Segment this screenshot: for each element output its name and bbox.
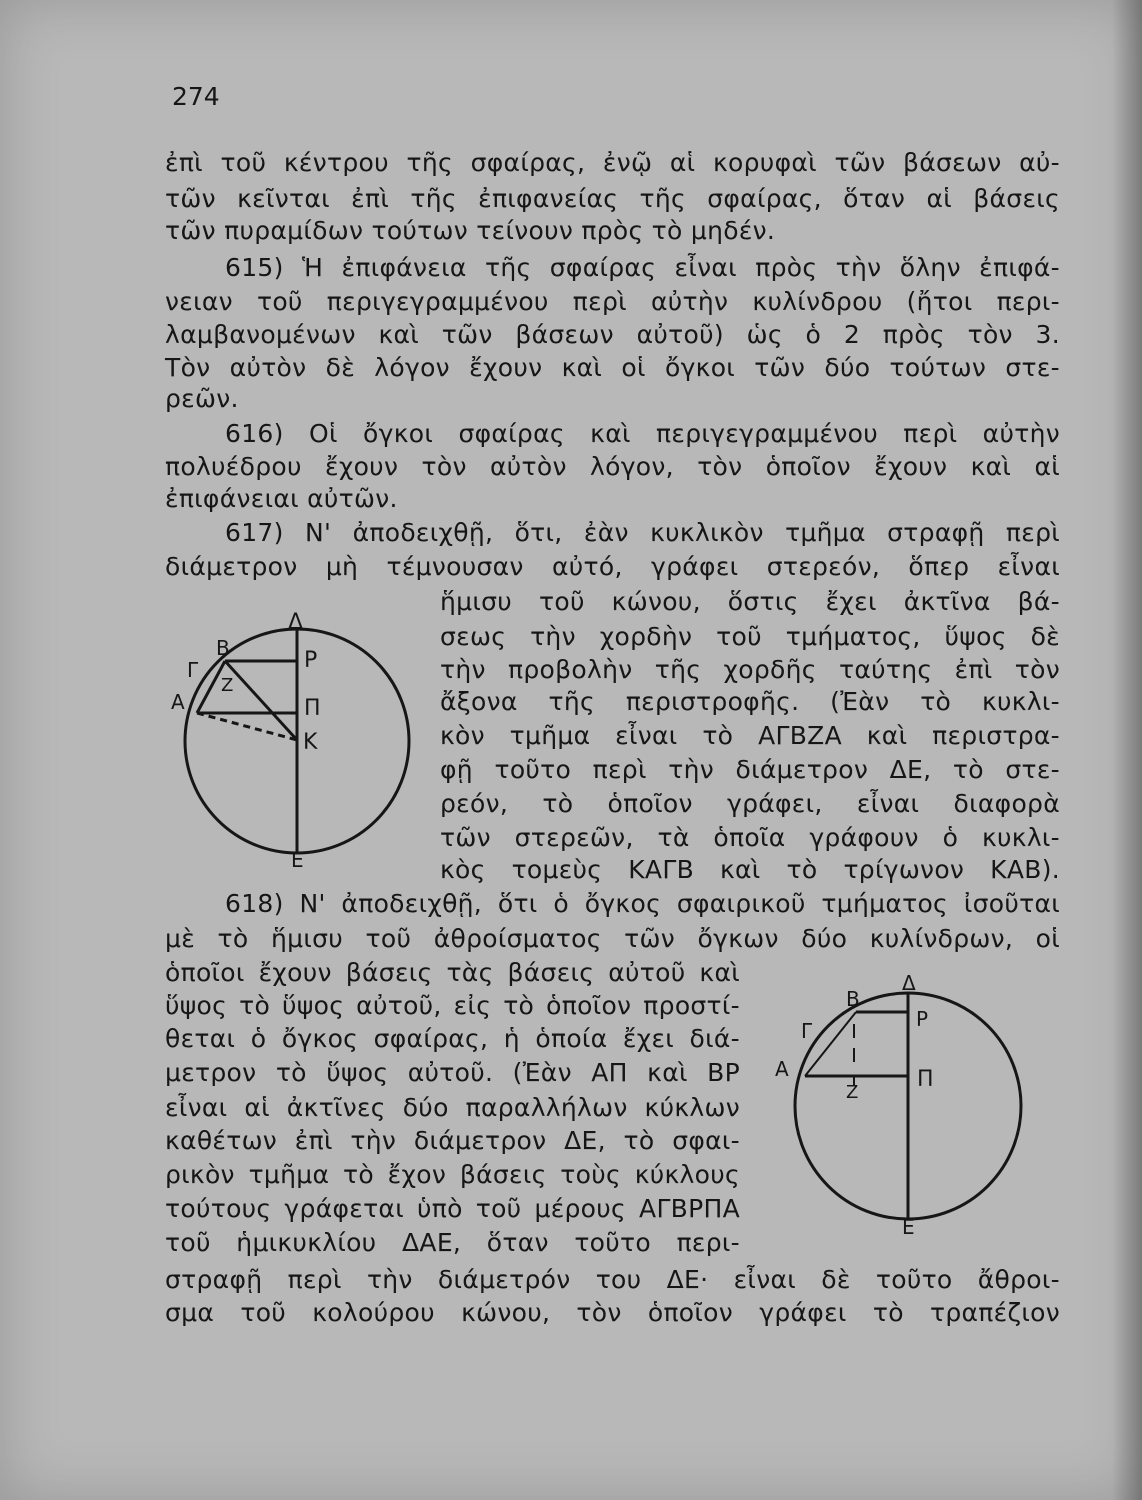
label-Z: Ζ bbox=[846, 1082, 859, 1103]
label-A: Α bbox=[171, 690, 185, 714]
text-line: τῶν πυραμίδων τούτων τείνουν πρὸς τὸ μηδέν. bbox=[165, 216, 776, 245]
text-line: σεως τὴν χορδὴν τοῦ τμήματος, ὕψος δὲ bbox=[440, 622, 1060, 651]
page-edge-shadow bbox=[1112, 0, 1142, 1500]
figure-617 bbox=[160, 605, 430, 875]
label-K: Κ bbox=[303, 730, 318, 755]
text-line: νειαν τοῦ περιγεγραμμένου περὶ αὐτὴν κυλίνδρου (ἤτοι περι- bbox=[165, 287, 1060, 316]
text-line: φῇ τοῦτο περὶ τὴν διάμετρον ΔΕ, τὸ στε- bbox=[440, 755, 1060, 784]
text-line: ἄξονα τῆς περιστροφῆς. (Ἐὰν τὸ κυκλι- bbox=[440, 687, 1060, 716]
label-G: Γ bbox=[187, 658, 199, 682]
text-line: ὕψος τὸ ὕψος αὐτοῦ, εἰς τὸ ὁποῖον προστί- bbox=[165, 991, 740, 1020]
label-D: Δ bbox=[902, 972, 916, 995]
text-line: λαμβανομένων καὶ τῶν βάσεων αὐτοῦ) ὡς ὁ 2 πρὸς τὸν 3. bbox=[165, 320, 1060, 349]
label-R: Ρ bbox=[304, 648, 318, 673]
figure-618 bbox=[770, 972, 1040, 1242]
text-line: εἶναι αἱ ἀκτῖνες δύο παραλλήλων κύκλων bbox=[165, 1093, 740, 1122]
text-line: στραφῇ περὶ τὴν διάμετρόν του ΔΕ· εἶναι δὲ τοῦτο ἄθροι- bbox=[165, 1265, 1060, 1294]
arc-hatch bbox=[200, 671, 220, 707]
text-line: πολυέδρου ἔχουν τὸν αὐτὸν λόγον, τὸν ὁποῖον ἔχουν καὶ αἱ bbox=[165, 452, 1060, 481]
label-A: Α bbox=[775, 1057, 789, 1081]
text-line: ἐπὶ τοῦ κέντρου τῆς σφαίρας, ἐνῷ αἱ κορυφαὶ τῶν βάσεων αὐ- bbox=[165, 148, 1060, 177]
text-line: μὲ τὸ ἥμισυ τοῦ ἀθροίσματος τῶν ὄγκων δύο κυλίνδρων, οἱ bbox=[165, 924, 1060, 953]
label-E: Ε bbox=[902, 1215, 915, 1239]
label-R: Ρ bbox=[916, 1007, 929, 1031]
text-line: 615) Ἡ ἐπιφάνεια τῆς σφαίρας εἶναι πρὸς τὴν ὅλην ἐπιφά- bbox=[225, 253, 1060, 282]
text-line: τὴν προβολὴν τῆς χορδῆς ταύτης ἐπὶ τὸν bbox=[440, 655, 1060, 684]
text-line: μετρον τὸ ὕψος αὐτοῦ. (Ἐὰν ΑΠ καὶ ΒΡ bbox=[165, 1058, 740, 1087]
text-line: διάμετρον μὴ τέμνουσαν αὐτό, γράφει στερεόν, ὅπερ εἶναι bbox=[165, 552, 1060, 581]
text-line: κὸς τομεὺς ΚΑΓΒ καὶ τὸ τρίγωνον ΚΑΒ). bbox=[440, 855, 1060, 884]
text-line: τῶν κεῖνται ἐπὶ τῆς ἐπιφανείας τῆς σφαίρας, ὅταν αἱ βάσεις bbox=[165, 184, 1060, 213]
segment-AK bbox=[197, 713, 297, 740]
text-line: σμα τοῦ κολούρου κώνου, τὸν ὁποῖον γράφει τὸ τραπέζιον bbox=[165, 1298, 1060, 1327]
text-line: καθέτων ἐπὶ τὴν διάμετρον ΔΕ, τὸ σφαι- bbox=[165, 1126, 740, 1155]
label-D: Δ bbox=[288, 610, 304, 635]
text-line: κὸν τμῆμα εἶναι τὸ ΑΓΒΖΑ καὶ περιστρα- bbox=[440, 721, 1060, 750]
text-line: ἥμισυ τοῦ κώνου, ὅστις ἔχει ἀκτῖνα βά- bbox=[440, 587, 1060, 616]
text-line: ἐπιφάνειαι αὐτῶν. bbox=[165, 484, 398, 513]
text-line: ρεῶν. bbox=[165, 384, 239, 413]
label-P: Π bbox=[304, 696, 321, 721]
text-line: 616) Οἱ ὄγκοι σφαίρας καὶ περιγεγραμμένου περὶ αὐτὴν bbox=[225, 419, 1060, 448]
text-line: τούτους γράφεται ὑπὸ τοῦ μέρους ΑΓΒΡΠΑ bbox=[165, 1194, 740, 1223]
text-line: Τὸν αὐτὸν δὲ λόγον ἔχουν καὶ οἱ ὄγκοι τῶν δύο τούτων στε- bbox=[165, 353, 1060, 382]
text-line: ρεόν, τὸ ὁποῖον γράφει, εἶναι διαφορὰ bbox=[440, 789, 1060, 818]
text-line: τοῦ ἡμικυκλίου ΔΑΕ, ὅταν τοῦτο περι- bbox=[165, 1228, 740, 1257]
label-Z: Ζ bbox=[221, 675, 234, 696]
text-line: ρικὸν τμῆμα τὸ ἔχον βάσεις τοὺς κύκλους bbox=[165, 1160, 740, 1189]
text-line: τῶν στερεῶν, τὰ ὁποῖα γράφουν ὁ κυκλι- bbox=[440, 823, 1060, 852]
label-P: Π bbox=[917, 1067, 934, 1092]
label-B: Β bbox=[846, 987, 860, 1011]
segment-BK bbox=[225, 661, 297, 740]
label-B: Β bbox=[216, 636, 230, 660]
text-line: ὁποῖοι ἔχουν βάσεις τὰς βάσεις αὐτοῦ καὶ bbox=[165, 958, 740, 987]
text-line: 618) Ν' ἀποδειχθῇ, ὅτι ὁ ὄγκος σφαιρικοῦ τμήματος ἰσοῦται bbox=[225, 889, 1060, 918]
text-line: θεται ὁ ὄγκος σφαίρας, ἡ ὁποία ἔχει διά- bbox=[165, 1024, 740, 1053]
label-G: Γ bbox=[801, 1019, 813, 1043]
label-E: Ε bbox=[291, 848, 304, 872]
page-number: 274 bbox=[172, 82, 220, 111]
text-line: 617) Ν' ἀποδειχθῇ, ὅτι, ἐὰν κυκλικὸν τμῆμα στραφῇ περὶ bbox=[225, 518, 1060, 547]
